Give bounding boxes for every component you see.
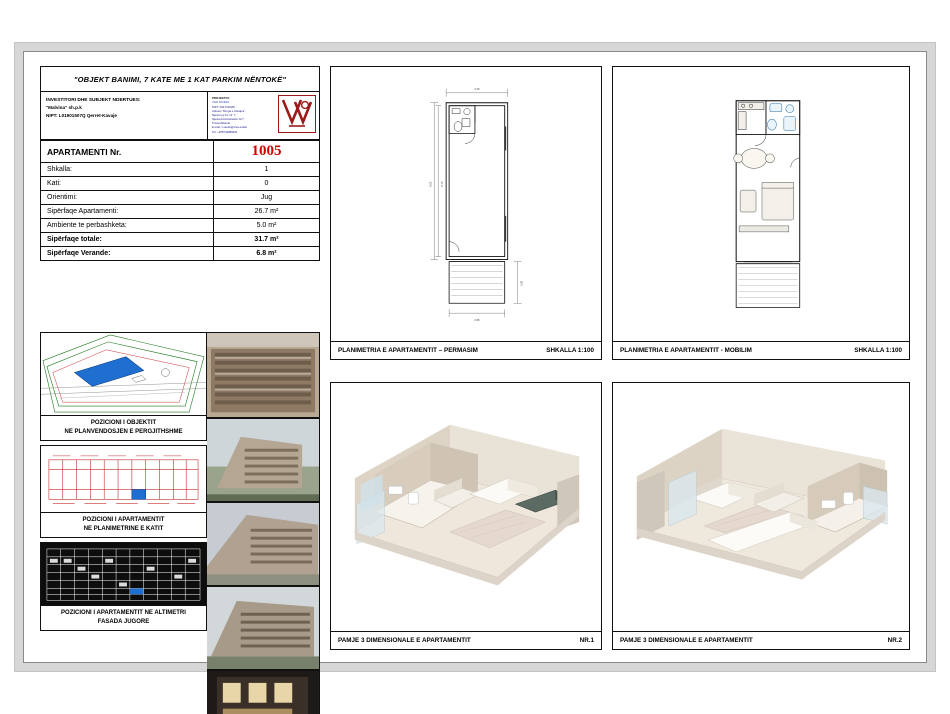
floor-plan-caption-line2: NE PLANIMETRINE E KATIT (83, 526, 164, 532)
investor-label: INVESTITORI DHE SUBJEKT NDERTUES: (46, 98, 141, 103)
site-plan-caption-line2: NE PLANVENDOSJEN E PERGJITHSHME (64, 429, 183, 435)
panel-3d-view-2 (612, 382, 910, 650)
panel-3d-1-number: NR.1 (579, 637, 594, 644)
panel-furnished-scale: SHKALLA 1:100 (854, 347, 902, 354)
floor-plan-image (40, 445, 207, 513)
designer-info (207, 92, 319, 139)
panel-plan-caption (331, 341, 601, 359)
investor-designer-block (40, 92, 320, 140)
site-plan-image (40, 332, 207, 416)
designer-company: VIVA STUDIO (212, 100, 230, 105)
table-row (41, 205, 320, 219)
dim-top: 3.15 (474, 87, 480, 91)
site-plan-caption (40, 416, 207, 441)
row-value: 6.8 m² (213, 247, 319, 261)
panel-furnished-caption (613, 341, 909, 359)
location-thumbnails (40, 332, 320, 714)
row-value: 5.0 m² (213, 219, 319, 233)
panel-3d-2-caption (613, 631, 909, 649)
table-row (41, 177, 320, 191)
dim-veranda: 2.35 (520, 280, 524, 286)
row-label: Orientimi: (41, 191, 214, 205)
designer-address-1: Adresa: "Rruga e Kavajes", (212, 108, 246, 113)
designer-email: E-mail: v.studio@viva-studio (212, 125, 248, 130)
floor-plan-caption-line1: POZICIONI I APARTAMENTIT (82, 517, 165, 523)
furnished-plan-drawing (613, 67, 909, 341)
designer-nipt: NIPT: K61723028I (212, 104, 235, 109)
panel-plan-scale: SHKALLA 1:100 (546, 347, 594, 354)
building-photo-5 (207, 670, 320, 714)
panel-plan-caption-text: PLANIMETRIA E APARTAMENTIT – PERMASIM (338, 347, 478, 354)
row-label: Sipërfaqe Verande: (41, 247, 214, 261)
building-photo-2 (207, 418, 320, 502)
table-row (41, 247, 320, 261)
dim-bottom: 2.95 (474, 319, 480, 323)
building-photo-1 (207, 332, 320, 418)
sheet-border (14, 42, 936, 672)
elevation-caption-line1: POZICIONI I APARTAMENTIT NE ALTIMETRI (61, 610, 186, 616)
elevation-caption (40, 606, 207, 631)
building-photo-4 (207, 586, 320, 670)
table-row (41, 233, 320, 247)
designer-city: Tirane/Albania (212, 121, 230, 126)
render-image-2 (613, 383, 909, 631)
site-plan-caption-line1: POZICIONI I OBJEKTIT (90, 420, 157, 426)
designer-address-3: Njesia Administrative Nr.7 (212, 117, 244, 122)
row-value: 31.7 m² (213, 233, 319, 247)
floor-plan-caption (40, 513, 207, 538)
row-label: Kati: (41, 177, 214, 191)
designer-label: PROJEKTOI: (212, 96, 230, 100)
designer-tel: Tel: +355743889201 (212, 129, 238, 134)
row-value: Jug (213, 191, 319, 205)
panel-plan-furnished (612, 66, 910, 360)
render-image-1 (331, 383, 601, 631)
sheet-inner-frame (23, 51, 927, 663)
row-label: Sipërfaqe Apartamenti: (41, 205, 214, 219)
apartment-data-table (40, 140, 320, 261)
project-title: "OBJEKT BANIMI, 7 KATE ME 1 KAT PARKIM NËNTOKË" (40, 66, 320, 92)
row-label: Sipërfaqe totale: (41, 233, 214, 247)
title-block (40, 66, 320, 261)
apartment-number-value: 1005 (213, 141, 319, 163)
panel-3d-2-number: NR.2 (887, 637, 902, 644)
elevation-caption-line2: FASADA JUGORE (97, 619, 150, 625)
studio-logo-icon (278, 95, 316, 133)
dim-inner: 5.70 (441, 181, 445, 187)
elevation-image (40, 542, 207, 606)
row-value: 26.7 m² (213, 205, 319, 219)
row-label: Shkalla: (41, 163, 214, 177)
panel-3d-view-1 (330, 382, 602, 650)
photo-strip (207, 332, 320, 714)
thumbnail-stack (40, 332, 207, 714)
panel-plan-dimensions (330, 66, 602, 360)
designer-address-2: Njesia typ.11, Nr. 7, (212, 112, 237, 117)
investor-info (41, 92, 207, 139)
panel-furnished-caption-text: PLANIMETRIA E APARTAMENTIT - MOBILIM (620, 347, 752, 354)
plan-drawing (331, 67, 601, 341)
table-row (41, 191, 320, 205)
row-label: Ambiente te perbashketa: (41, 219, 214, 233)
investor-nipt: NIPT: L01901507Q Qerret-Kavaje (46, 112, 117, 118)
row-value: 1 (213, 163, 319, 177)
panel-3d-1-caption (331, 631, 601, 649)
dim-left: 6.05 (429, 181, 433, 187)
panel-3d-2-caption-text: PAMJE 3 DIMENSIONALE E APARTAMENTIT (620, 637, 753, 644)
table-row-header (41, 141, 320, 163)
thumbnails-row (40, 332, 320, 714)
investor-name: "Malvina" sh.p.k (46, 105, 82, 111)
apartment-table-body (41, 141, 320, 261)
apartment-number-label: APARTAMENTI Nr. (41, 141, 214, 163)
table-row (41, 219, 320, 233)
row-value: 0 (213, 177, 319, 191)
building-photo-3 (207, 502, 320, 586)
table-row (41, 163, 320, 177)
designer-address (212, 95, 275, 134)
panel-3d-1-caption-text: PAMJE 3 DIMENSIONALE E APARTAMENTIT (338, 637, 471, 644)
